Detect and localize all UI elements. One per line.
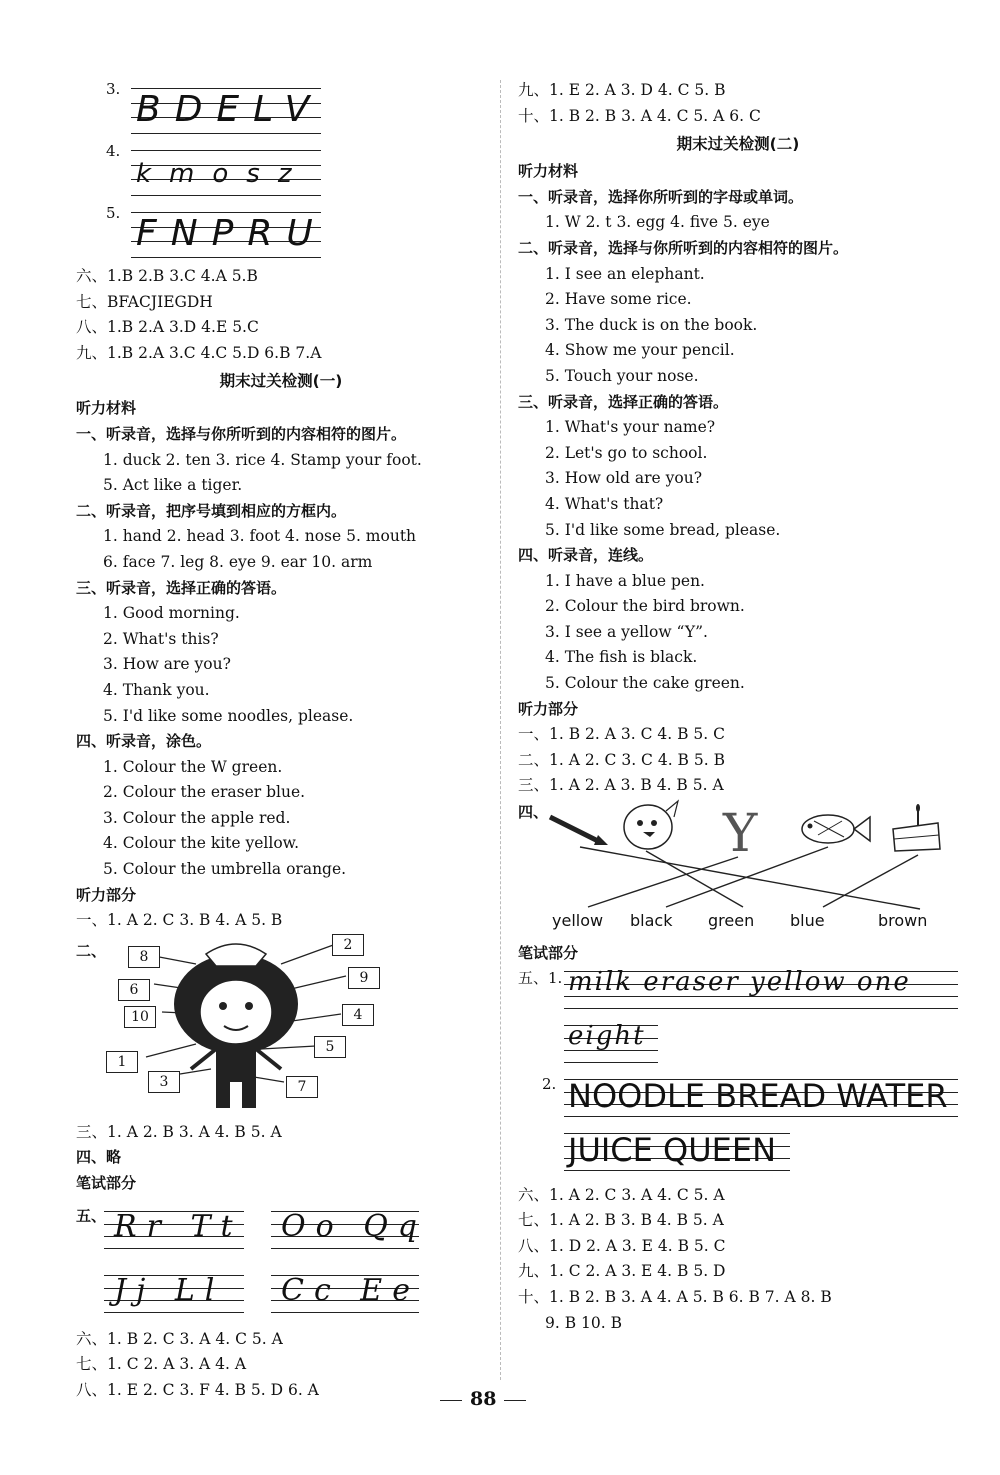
pairs-label: 五、 (76, 1206, 107, 1225)
question-heading: 四、听录音，涂色。 (76, 732, 212, 751)
handwriting-row-3 (76, 78, 486, 140)
pointer-line (291, 976, 346, 989)
answer-line: 一、1. B 2. A 3. C 4. B 5. C (518, 725, 725, 744)
question-line: 3. Colour the apple red. (103, 808, 291, 827)
matching-illustration (528, 799, 948, 911)
fish-icon (802, 815, 870, 843)
question-line: 4. Thank you. (103, 680, 210, 699)
answer-line: 三、1. A 2. A 3. B 4. B 5. A (518, 776, 724, 795)
question-line: 5. Touch your nose. (545, 366, 699, 385)
question-line: 1. W 2. t 3. egg 4. five 5. eye (545, 213, 770, 232)
section-title: 期末过关检测(二) (676, 135, 800, 154)
number-box: 1 (106, 1051, 138, 1073)
color-word: blue (790, 911, 825, 931)
pair-text: Rr Tt (114, 1208, 243, 1244)
answer-line: 九、1.B 2.A 3.C 4.C 5.D 6.B 7.A (76, 343, 322, 362)
question-line: 4. Colour the kite yellow. (103, 834, 300, 853)
arm (256, 1049, 281, 1069)
answer-line: 九、1. E 2. A 3. D 4. C 5. B (518, 81, 726, 99)
row-number: 五、1. (518, 968, 563, 987)
color-word: black (630, 911, 673, 931)
question-line: 4. What's that? (545, 494, 664, 513)
question-heading: 一、听录音，选择你所听到的字母或单词。 (518, 187, 804, 206)
color-word: green (708, 911, 755, 931)
figure-label: 二、 (76, 941, 107, 960)
question-line: 5. Act like a tiger. (103, 476, 243, 495)
number-box: 3 (148, 1071, 180, 1093)
leg (216, 1082, 230, 1108)
pair-text: Jj Ll (114, 1272, 225, 1308)
row-number: 3. (106, 80, 121, 98)
question-line: 2. Have some rice. (545, 290, 692, 309)
question-line: 5. I'd like some noodles, please. (103, 706, 354, 725)
handwriting-row-5 (76, 202, 486, 264)
pair-text: Oo Qq (281, 1208, 427, 1244)
answer-line: 9. B 10. B (545, 1313, 623, 1332)
answer-line: 六、1. A 2. C 3. A 4. C 5. A (518, 1185, 725, 1204)
subsection-heading: 听力部分 (76, 885, 137, 904)
hat (206, 944, 266, 966)
question-line: 5. Colour the umbrella orange. (103, 860, 347, 879)
question-line: 2. Colour the bird brown. (545, 597, 745, 616)
question-line: 6. face 7. leg 8. eye 9. ear 10. arm (103, 552, 373, 571)
answer-line: 二、1. A 2. C 3. C 4. B 5. B (518, 750, 725, 769)
question-line: 1. I see an elephant. (545, 264, 705, 283)
pointer-line (146, 1044, 196, 1057)
row-number: 2. (542, 1074, 557, 1093)
body (216, 1044, 256, 1082)
row-number: 4. (106, 142, 121, 160)
handwriting-row-4 (76, 140, 486, 202)
leg (242, 1082, 256, 1108)
pointer-line (261, 1046, 316, 1049)
eye (219, 1002, 227, 1010)
section-title: 期末过关检测(一) (219, 372, 343, 391)
handwriting-row (518, 1075, 958, 1129)
handwriting-text: kmosz (136, 159, 310, 189)
svg-text:Y: Y (723, 804, 758, 865)
arm (191, 1049, 216, 1069)
handwriting-text: eight (568, 1020, 646, 1051)
question-heading: 二、听录音，选择与你所听到的内容相符的图片。 (518, 238, 849, 257)
row-number: 5. (106, 204, 121, 222)
question-line: 3. I see a yellow “Y”. (545, 622, 708, 641)
question-line: 5. I'd like some bread, please. (545, 520, 781, 539)
answer-line: 八、1. D 2. A 3. E 4. B 5. C (518, 1236, 726, 1255)
pointer-line (281, 944, 336, 964)
question-line: 1. hand 2. head 3. foot 4. nose 5. mouth (103, 527, 417, 546)
left-column (76, 78, 486, 1403)
answer-line: 四、略 (76, 1148, 122, 1167)
answer-line: 三、1. A 2. B 3. A 4. B 5. A (76, 1122, 282, 1141)
handwriting-row (518, 967, 958, 1021)
letter-pairs (76, 1197, 486, 1327)
handwriting-text: JUICE QUEEN (568, 1130, 777, 1169)
number-box: 6 (118, 979, 150, 1001)
pointer-line (180, 1069, 211, 1074)
cake-icon (893, 804, 940, 851)
handwriting-text: BDELV (136, 89, 324, 130)
question-line: 2. Let's go to school. (545, 443, 708, 462)
number-box: 10 (124, 1006, 156, 1028)
question-line: 4. The fish is black. (545, 648, 698, 667)
body-parts-figure (76, 934, 486, 1120)
number-box: 2 (332, 934, 364, 956)
answer-line: 九、1. C 2. A 3. E 4. B 5. D (518, 1262, 726, 1281)
number-box: 8 (128, 946, 160, 968)
question-line: 1. I have a blue pen. (545, 571, 705, 590)
question-heading: 三、听录音，选择正确的答语。 (76, 578, 287, 597)
question-line: 3. How old are you? (545, 469, 703, 488)
question-line: 1. Good morning. (103, 604, 240, 623)
answer-line: 七、1. C 2. A 3. A 4. A (76, 1355, 247, 1374)
question-line: 3. How are you? (103, 655, 231, 674)
page-number: 88 (470, 1388, 497, 1410)
eye (245, 1002, 253, 1010)
color-word: brown (878, 911, 928, 931)
answer-line: 十、1. B 2. B 3. A 4. C 5. A 6. C (518, 106, 761, 125)
column-divider (500, 80, 501, 1380)
question-line: 5. Colour the cake green. (545, 674, 745, 693)
number-box: 7 (286, 1076, 318, 1098)
handwriting-row (518, 1021, 958, 1075)
answer-line: 七、1. A 2. B 3. B 4. B 5. A (518, 1211, 724, 1230)
question-heading: 三、听录音，选择正确的答语。 (518, 392, 729, 411)
handwriting-text: milk eraser yellow one (568, 966, 911, 997)
answer-line: 六、1. B 2. C 3. A 4. C 5. A (76, 1329, 283, 1348)
number-box: 9 (348, 967, 380, 989)
subsection-heading: 听力材料 (518, 162, 579, 181)
color-word: yellow (552, 911, 604, 931)
letter-y-icon (722, 804, 758, 864)
pen-icon (550, 817, 608, 845)
question-line: 1. Colour the W green. (103, 757, 283, 776)
subsection-heading: 笔试部分 (76, 1174, 137, 1193)
answer-line: 八、1. E 2. C 3. F 4. B 5. D 6. A (76, 1380, 319, 1399)
question-line: 1. duck 2. ten 3. rice 4. Stamp your foot. (103, 450, 422, 469)
answer-line: 十、1. B 2. B 3. A 4. A 5. B 6. B 7. A 8. B (518, 1288, 832, 1306)
answer-line: 一、1. A 2. C 3. B 4. A 5. B (76, 911, 283, 930)
question-heading: 一、听录音，选择与你所听到的内容相符的图片。 (76, 424, 407, 443)
face (200, 980, 272, 1044)
right-column (518, 78, 958, 1336)
subsection-heading: 听力材料 (76, 399, 137, 418)
question-line: 2. What's this? (103, 629, 219, 648)
handwriting-row (518, 1129, 958, 1183)
bird-icon (624, 801, 678, 849)
subsection-heading: 听力部分 (518, 699, 579, 718)
matching-exercise (518, 799, 958, 941)
answer-line: 六、1.B 2.B 3.C 4.A 5.B (76, 267, 258, 285)
subsection-heading: 笔试部分 (518, 944, 579, 963)
handwriting-text: FNPRU (136, 213, 327, 254)
number-box: 4 (342, 1004, 374, 1026)
question-line: 3. The duck is on the book. (545, 315, 758, 334)
handwriting-text: NOODLE BREAD WATER (568, 1076, 948, 1115)
question-line: 4. Show me your pencil. (545, 341, 735, 360)
match-label: 四、 (518, 803, 549, 822)
answer-line: 八、1.B 2.A 3.D 4.E 5.C (76, 318, 259, 337)
answer-line: 七、BFACJIEGDH (76, 292, 213, 311)
question-heading: 二、听录音，把序号填到相应的方框内。 (76, 501, 347, 520)
number-box: 5 (314, 1036, 346, 1058)
pair-text: Cc Ee (281, 1272, 420, 1308)
question-line: 2. Colour the eraser blue. (103, 783, 306, 802)
question-heading: 四、听录音，连线。 (518, 546, 654, 565)
question-line: 1. What's your name? (545, 418, 716, 437)
pointer-line (154, 956, 196, 964)
